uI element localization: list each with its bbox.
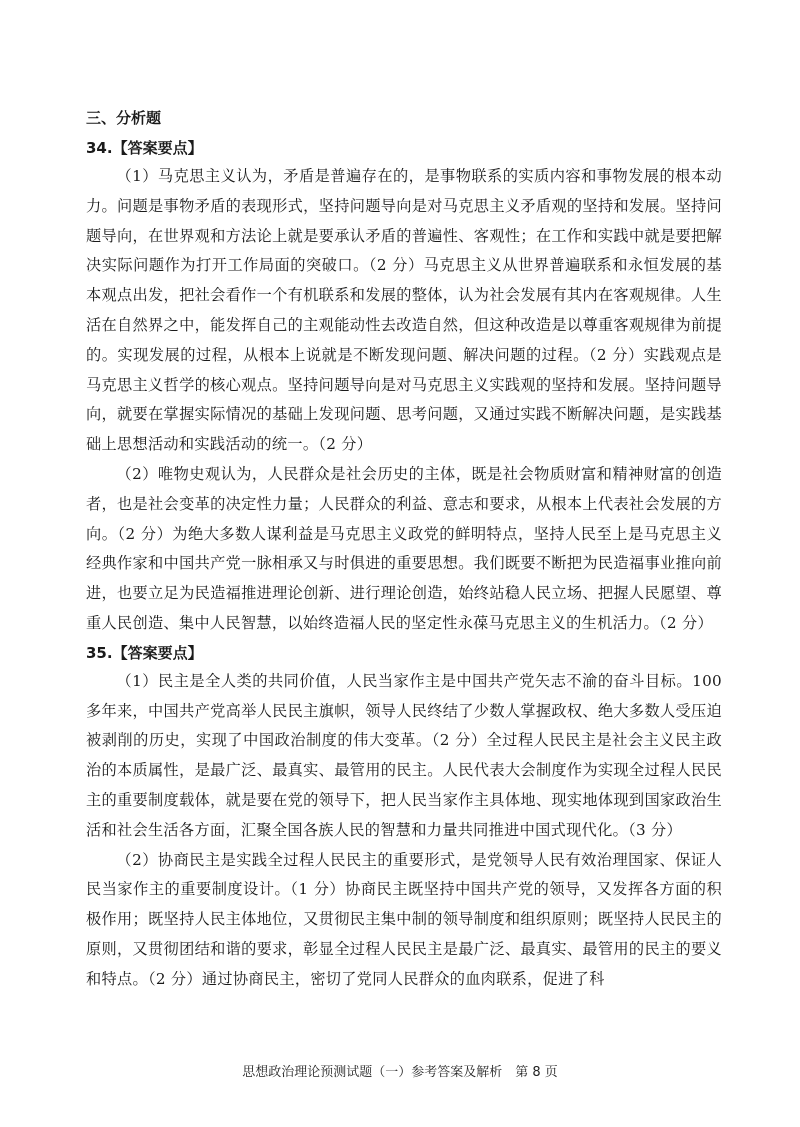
answer-paragraph: （2）协商民主是实践全过程人民民主的重要形式，是党领导人民有效治理国家、保证人民当家作主的重要制度设计。（1 分）协商民主既坚持中国共产党的领导，又发挥各方面的积极作用；既坚持人民主体地位，又贯彻民主集中制的领导制度和组织原则；既坚持人民民主的原则，又贯彻团结和谐的要求，彰显全过程人民民主是最广泛、最真实、最管用的民主的要义和特点。（2 分）通过协商民主，密切了党同人民群众的血肉联系，促进了科 [86, 850, 722, 988]
question-heading: 34.【答案要点】 [86, 139, 203, 157]
answer-page [86, 104, 722, 995]
question-35 [86, 639, 722, 995]
answer-paragraph: （1）民主是全人类的共同价值，人民当家作主是中国共产党矢志不渝的奋斗目标。100 多年来，中国共产党高举人民民主旗帜，领导人民终结了少数人掌握政权、绝大多数人受压迫被剥削的历史，实现了中国政治制度的伟大变革。（2 分）全过程人民民主是社会主义民主政治的本质属性，是最广泛、最真实、最管用的民主。人民代表大会制度作为实现全过程人民民主的重要制度载体，就是要在党的领导下，把人民当家作主具体地、现实地体现到国家政治生活和社会生活各方面，汇聚全国各族人民的智慧和力量共同推进中国式现代化。（3 分） [86, 671, 722, 839]
question-34 [86, 134, 722, 639]
question-heading: 35.【答案要点】 [86, 643, 203, 662]
answer-paragraph: （1）马克思主义认为，矛盾是普遍存在的，是事物联系的实质内容和事物发展的根本动力。问题是事物矛盾的表现形式，坚持问题导向是对马克思主义矛盾观的坚持和发展。坚持问题导向，在世界观和方法论上就是要承认矛盾的普遍性、客观性；在工作和实践中就是要把解决实际问题作为打开工作局面的突破口。（2 分）马克思主义从世界普遍联系和永恒发展的基本观点出发，把社会看作一个有机联系和发展的整体，认为社会发展有其内在客观规律。人生活在自然界之中，能发挥自己的主观能动性去改造自然，但这种改造是以尊重客观规律为前提的。实现发展的过程，从根本上说就是不断发现问题、解决问题的过程。（2 分）实践观点是马克思主义哲学的核心观点。坚持问题导向是对马克思主义实践观的坚持和发展。坚持问题导向，就要在掌握实际情况的基础上发现问题、思考问题，又通过实践不断解决问题，是实践基础上思想活动和实践活动的统一。（2 分） [86, 167, 722, 454]
section-title: 三、分析题 [86, 109, 162, 127]
answer-paragraph: （2）唯物史观认为，人民群众是社会历史的主体，既是社会物质财富和精神财富的创造者，也是社会变革的决定性力量；人民群众的利益、意志和要求，从根本上代表社会发展的方向。（2 分）为绝大多数人谋利益是马克思主义政党的鲜明特点，坚持人民至上是马克思主义经典作家和中国共产党一脉相承又与时俱进的重要思想。我们既要不断把为民造福事业推向前进，也要立足为民造福推进理论创新、进行理论创造，始终站稳人民立场、把握人民愿望、尊重人民创造、集中人民智慧，以始终造福人民的坚定性永葆马克思主义的生机活力。（2 分） [86, 464, 722, 632]
page-footer: 思想政治理论预测试题（一）参考答案及解析 第 8 页 [242, 1065, 558, 1080]
